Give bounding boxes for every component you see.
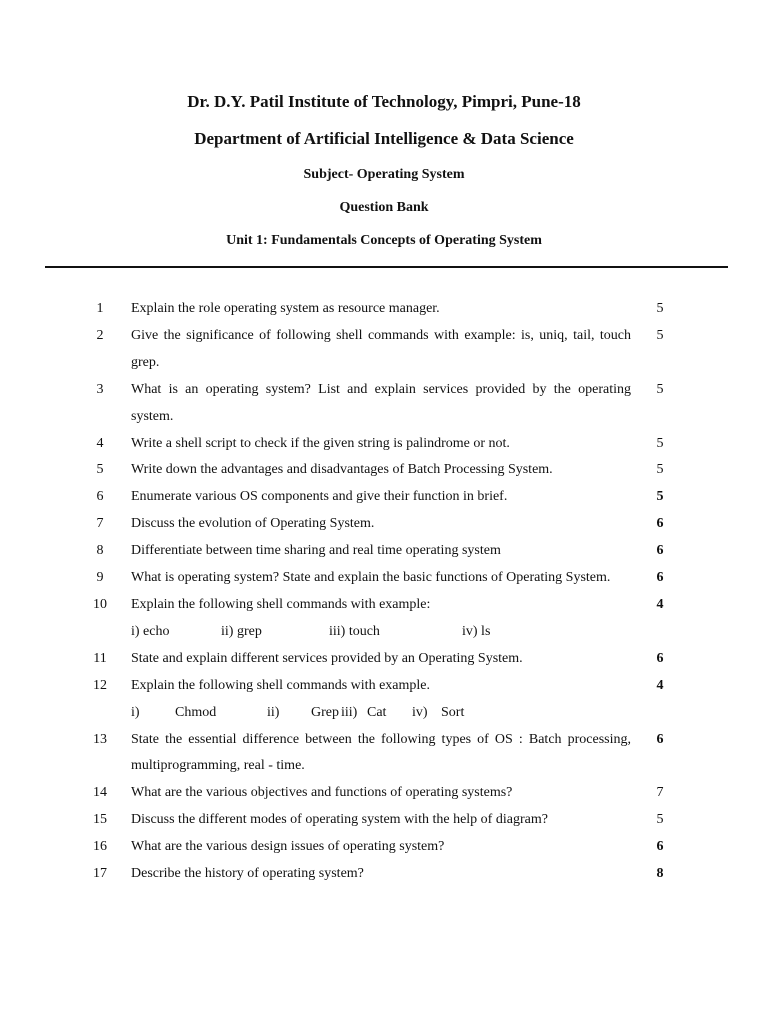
- question-marks: 6: [656, 543, 664, 559]
- question-text: What is an operating system? List and explain services provided by the operating system.: [131, 381, 631, 424]
- question-text: Enumerate various OS components and give their function in brief.: [131, 489, 508, 505]
- question-number: 10: [93, 596, 107, 612]
- question-row: [0, 296, 768, 323]
- question-marks: 5: [656, 435, 664, 451]
- question-row: [0, 807, 768, 834]
- question-number: 8: [96, 543, 104, 559]
- question-text: State the essential difference between the following types of OS : Batch processing, multiprogramming, real - time.: [131, 731, 631, 774]
- question-text: What are the various design issues of operating system?: [131, 839, 445, 855]
- question-row: [0, 592, 768, 646]
- question-number: 3: [96, 381, 104, 397]
- question-marks: 5: [656, 812, 664, 828]
- question-text: Discuss the different modes of operating system with the help of diagram?: [131, 812, 548, 828]
- command-item: i) echo: [131, 623, 170, 639]
- question-text: What is operating system? State and explain the basic functions of Operating System.: [131, 570, 611, 586]
- subject-heading: Subject- Operating System: [303, 167, 465, 182]
- department-title: Department of Artificial Intelligence & Data Science: [194, 129, 574, 148]
- question-number: 6: [96, 489, 104, 505]
- question-marks: 5: [656, 462, 664, 478]
- command-item: iii) touch: [329, 623, 380, 639]
- question-number: 16: [93, 839, 107, 855]
- question-row: [0, 431, 768, 458]
- question-number: 7: [96, 516, 104, 532]
- question-number: 9: [96, 570, 104, 586]
- question-number: 5: [96, 462, 104, 478]
- question-text: Give the significance of following shell commands with example: is, uniq, tail, touch grep.: [131, 327, 631, 370]
- question-number: 13: [93, 731, 107, 747]
- question-text: Explain the role operating system as resource manager.: [131, 301, 440, 316]
- header-divider: [45, 266, 728, 268]
- question-marks: 8: [656, 866, 664, 882]
- question-number: 4: [96, 435, 104, 451]
- unit-heading: Unit 1: Fundamentals Concepts of Operating System: [226, 233, 542, 248]
- question-number: 12: [93, 677, 107, 693]
- question-marks: 5: [656, 327, 664, 343]
- question-number: 14: [93, 785, 107, 801]
- question-text: What are the various objectives and functions of operating systems?: [131, 785, 513, 801]
- command-item: Sort: [441, 704, 465, 720]
- question-text: Explain the following shell commands with example:: [131, 596, 431, 612]
- question-list: [0, 296, 768, 888]
- question-row: [0, 323, 768, 377]
- question-number: 1: [96, 301, 104, 316]
- question-marks: 5: [656, 489, 664, 505]
- command-list: [131, 700, 631, 727]
- command-item: Chmod: [175, 704, 217, 720]
- question-marks: 6: [656, 839, 664, 855]
- question-row: [0, 457, 768, 484]
- question-row: [0, 861, 768, 888]
- command-item: iv) ls: [462, 623, 491, 639]
- question-marks: 5: [656, 381, 664, 397]
- question-number: 2: [96, 327, 104, 343]
- question-text: Write a shell script to check if the given string is palindrome or not.: [131, 435, 510, 451]
- question-marks: 6: [656, 570, 664, 586]
- question-row: [0, 538, 768, 565]
- question-marks: 5: [656, 301, 664, 316]
- command-item: iii): [341, 704, 358, 720]
- command-list: [131, 619, 631, 646]
- command-item: Grep: [311, 704, 339, 720]
- command-item: Cat: [367, 704, 387, 720]
- question-row: [0, 511, 768, 538]
- institute-title: Dr. D.Y. Patil Institute of Technology, Pimpri, Pune-18: [187, 92, 581, 111]
- question-marks: 4: [656, 596, 664, 612]
- question-text: Describe the history of operating system?: [131, 866, 364, 882]
- question-number: 15: [93, 812, 107, 828]
- question-text: Differentiate between time sharing and real time operating system: [131, 543, 501, 559]
- question-marks: 7: [656, 785, 664, 801]
- question-row: [0, 484, 768, 511]
- command-item: iv): [412, 704, 428, 720]
- question-row: [0, 727, 768, 781]
- question-number: 17: [93, 866, 107, 882]
- question-number: 11: [93, 650, 107, 666]
- question-marks: 6: [656, 516, 664, 532]
- question-text: Write down the advantages and disadvantages of Batch Processing System.: [131, 462, 553, 478]
- question-row: [0, 673, 768, 727]
- question-row: [0, 834, 768, 861]
- command-item: ii) grep: [221, 623, 262, 639]
- question-row: [0, 780, 768, 807]
- question-marks: 4: [656, 677, 664, 693]
- question-row: [0, 565, 768, 592]
- question-marks: 6: [656, 731, 664, 747]
- question-row: [0, 646, 768, 673]
- command-item: ii): [267, 704, 280, 720]
- question-text: Discuss the evolution of Operating System.: [131, 516, 375, 532]
- question-text: State and explain different services provided by an Operating System.: [131, 650, 523, 666]
- question-row: [0, 377, 768, 431]
- command-item: i): [131, 704, 140, 720]
- doc-type-heading: Question Bank: [339, 200, 429, 215]
- question-text: Explain the following shell commands with example.: [131, 677, 430, 693]
- question-marks: 6: [656, 650, 664, 666]
